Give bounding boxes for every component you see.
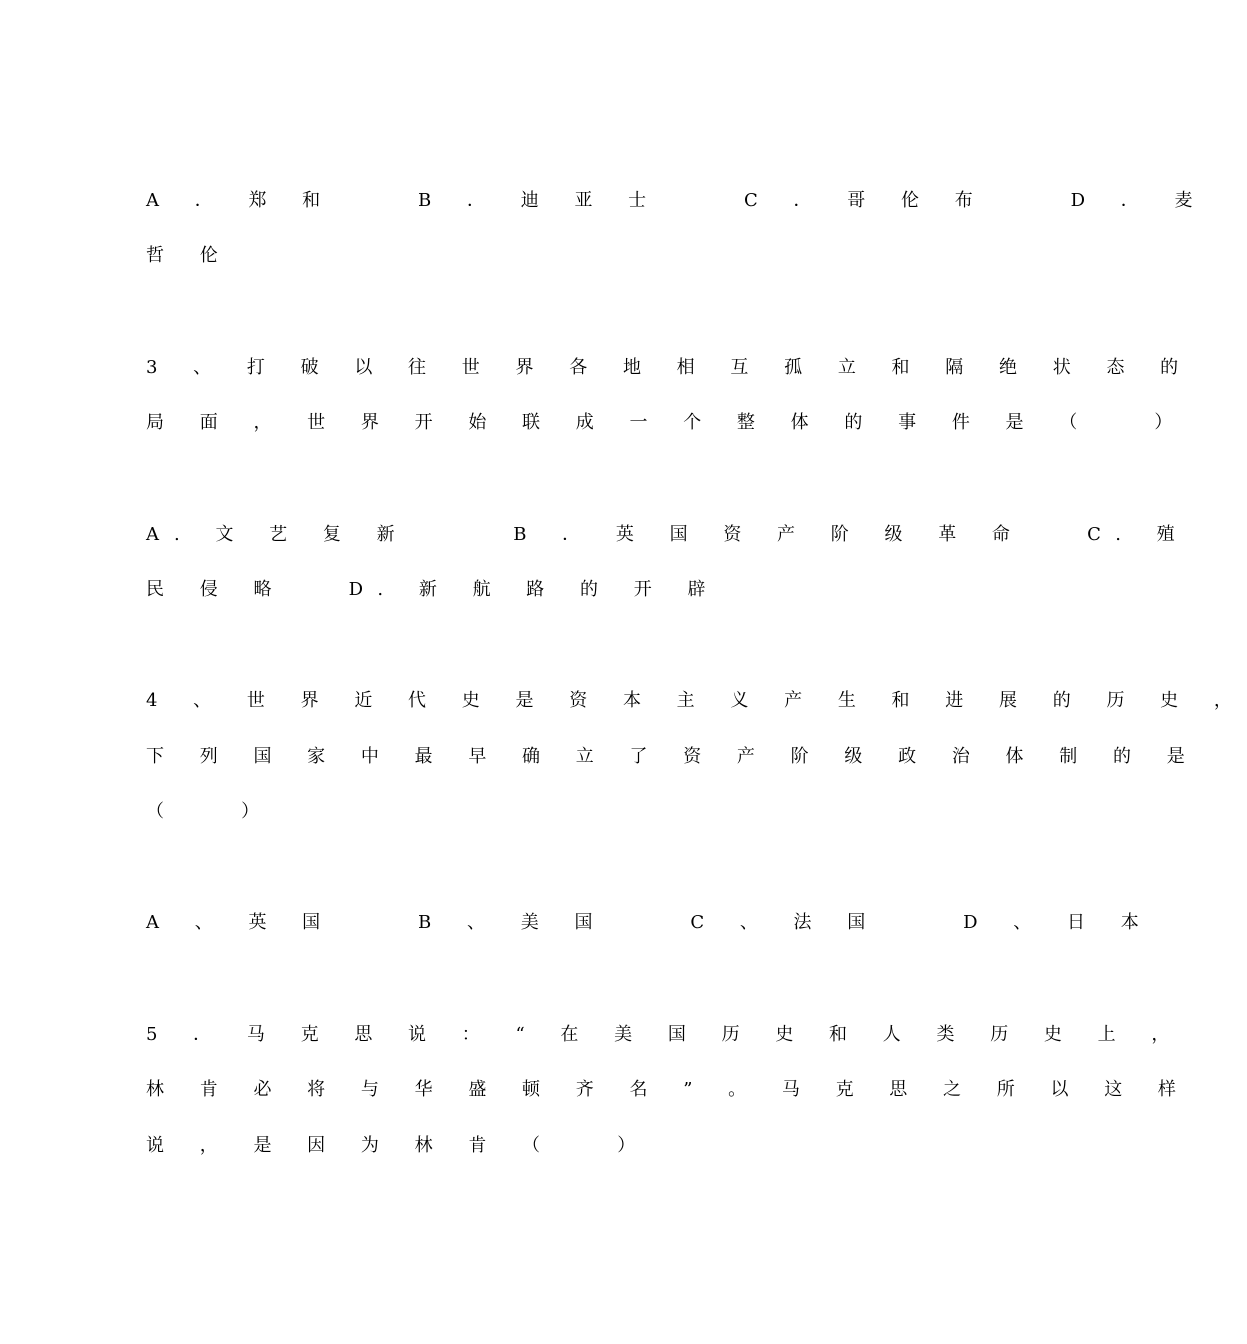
q3-options-line-2: 民 侵 略 D. 新 航 路 的 开 辟 — [146, 579, 721, 600]
q5-stem-line-1: 5 ． 马 克 思 说 ： “ 在 美 国 历 史 和 人 类 历 史 上 ， — [146, 1024, 1185, 1045]
q4-stem-line-3: （ ） — [146, 801, 275, 822]
q5-stem-line-3: 说 ， 是 因 为 林 肯 （ ） — [146, 1135, 651, 1156]
q2-options-line-2: 哲 伦 — [146, 245, 233, 266]
q4-options-line: A 、 英 国 B 、 美 国 C 、 法 国 D 、 日 本 — [146, 912, 1154, 933]
q3-options-line-1: A. 文 艺 复 新 B ． 英 国 资 产 阶 级 革 命 C. 殖 — [146, 524, 1190, 545]
q4-stem-line-2: 下 列 国 家 中 最 早 确 立 了 资 产 阶 级 政 治 体 制 的 是 — [146, 746, 1200, 767]
q3-stem-line-2: 局 面 ， 世 界 开 始 联 成 一 个 整 体 的 事 件 是 （ ） — [146, 412, 1188, 433]
q2-options-line-1: A ． 郑 和 B ． 迪 亚 士 C ． 哥 伦 布 D ． 麦 — [146, 190, 1208, 211]
q5-stem-line-2: 林 肯 必 将 与 华 盛 顿 齐 名 ” 。 马 克 思 之 所 以 这 样 — [146, 1079, 1191, 1100]
q4-stem-line-1: 4 、 世 界 近 代 史 是 资 本 主 义 产 生 和 进 展 的 历 史 ， — [146, 690, 1247, 711]
q3-stem-line-1: 3 、 打 破 以 往 世 界 各 地 相 互 孤 立 和 隔 绝 状 态 的 — [146, 357, 1194, 378]
